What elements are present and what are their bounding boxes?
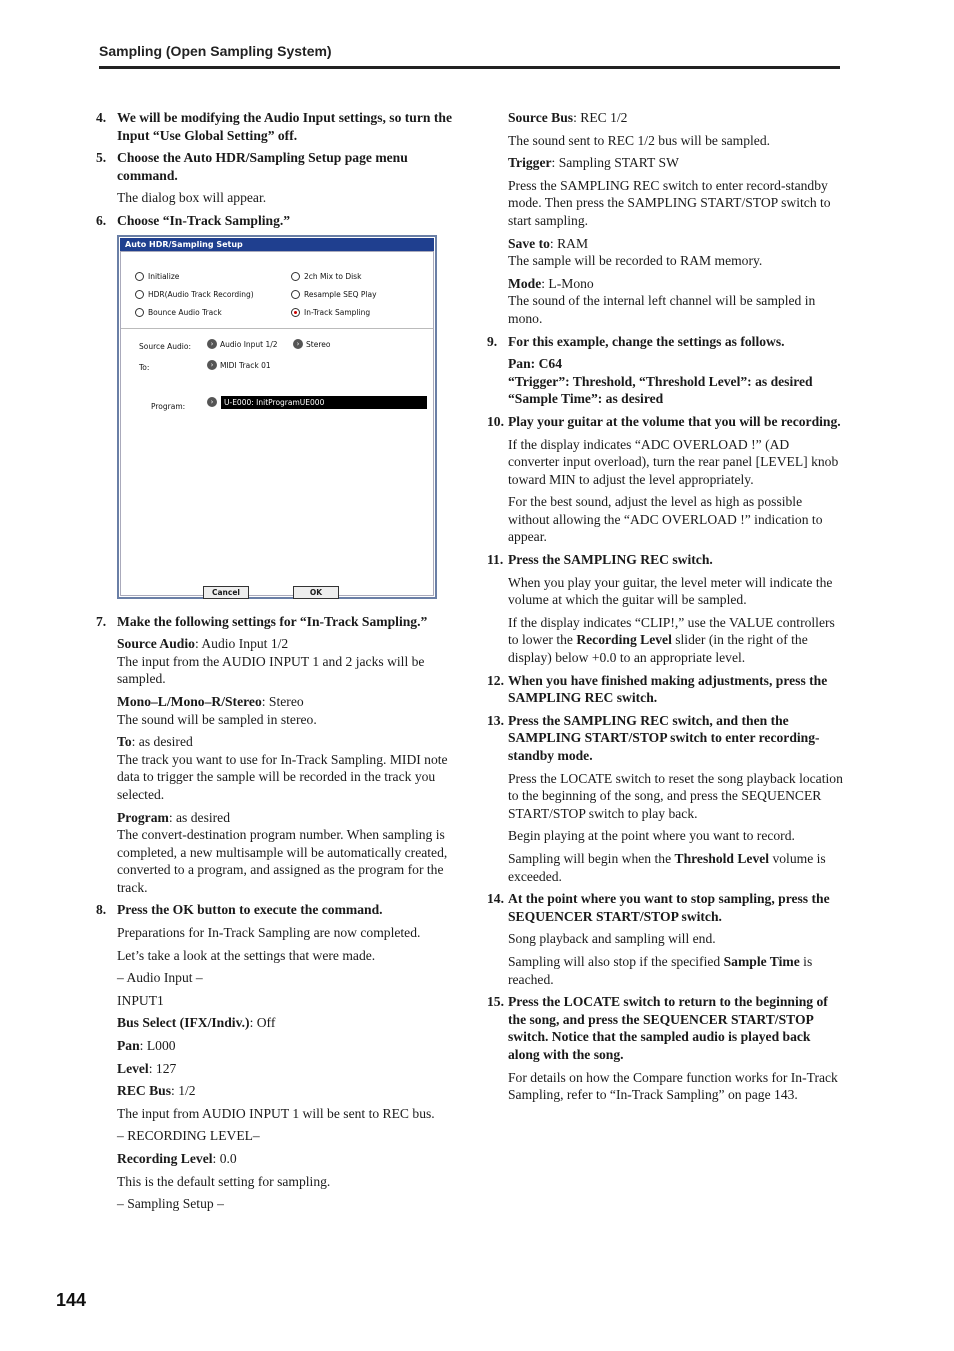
popup-arrow-icon: › [293, 339, 303, 349]
settings-line: “Trigger”: Threshold, “Threshold Level”: as desired [508, 373, 813, 389]
step-text: At the point where you want to stop sampling, press the SEQUENCER START/STOP switch. [508, 891, 830, 924]
setting-rec-bus [117, 1082, 452, 1100]
setting-bus-select [117, 1014, 452, 1032]
setting-description: The convert-destination program number. When sampling is completed, a new multisample will be automatically created, converted to a program, and assigned as the program for the track. [117, 827, 448, 895]
setting-mode [508, 275, 843, 328]
setting-label: Trigger [508, 155, 552, 171]
setting-label: Mono–L/Mono–R/Stereo [117, 693, 262, 709]
paragraph: Preparations for In-Track Sampling are now completed. [117, 925, 421, 941]
paragraph-clip [508, 614, 843, 667]
setting-value: : Off [249, 1015, 276, 1031]
setting-save-to [508, 235, 843, 270]
paragraph-threshold [508, 850, 843, 885]
step-number: 10. [487, 413, 504, 429]
setting-description: The input from the AUDIO INPUT 1 and 2 jacks will be sampled. [117, 653, 425, 687]
emphasis: Sample Time [723, 953, 800, 969]
step-text: Choose the Auto HDR/Sampling Setup page menu command. [117, 150, 408, 183]
setting-label: Recording Level [117, 1151, 213, 1166]
step-11 [487, 551, 843, 569]
to-label: To: [139, 362, 150, 372]
paragraph: Press the SAMPLING REC switch to enter record-standby mode. Then press the SAMPLING START/STOP switch to start sampling. [508, 177, 831, 228]
page-number: 144 [56, 1290, 87, 1310]
radio-label: Bounce Audio Track [148, 307, 222, 317]
step-number: 13. [487, 712, 504, 728]
step-8 [96, 901, 452, 919]
header-rule [99, 66, 840, 69]
step-text: Press the SAMPLING REC switch. [508, 552, 713, 568]
radio-selected-icon [291, 308, 300, 317]
setting-label: Save to [508, 235, 550, 251]
setting-value: : Audio Input 1/2 [194, 636, 289, 652]
paragraph: For the best sound, adjust the level as high as possible without allowing the “ADC OVERLOAD !” indication to appear. [508, 494, 823, 545]
setting-value: : REC 1/2 [573, 110, 628, 125]
setting-value: : 127 [148, 1060, 177, 1076]
paragraph: This is the default setting for sampling. [117, 1173, 331, 1189]
paragraph: Press the LOCATE switch to reset the song playback location to the beginning of the song, and press the SEQUENCER START/STOP switch to play back. [508, 770, 843, 821]
stereo-popup[interactable] [293, 336, 330, 354]
step-number: 12. [487, 672, 504, 688]
step-7 [96, 613, 452, 631]
paragraph: The dialog box will appear. [117, 190, 267, 206]
setting-program [117, 809, 452, 897]
setting-label: Mode [508, 275, 542, 291]
paragraph: For details on how the Compare function works for In-Track Sampling, refer to “In-Track Sampling” on page 143. [508, 1069, 838, 1103]
paragraph: When you play your guitar, the level meter will indicate the volume at which the guitar will be sampled. [508, 574, 833, 608]
setting-value: : RAM [549, 235, 589, 251]
source-audio-label: Source Audio: [139, 341, 191, 351]
popup-arrow-icon: › [207, 339, 217, 349]
step-number: 11. [487, 552, 504, 568]
step-15 [487, 993, 843, 1063]
setting-label: REC Bus [117, 1083, 172, 1099]
radio-circle-icon [291, 290, 300, 299]
step-5 [96, 149, 452, 184]
dialog-title: Auto HDR/Sampling Setup [120, 238, 434, 251]
text-run: slider (in the right of the display) below +0.0 to an appropriate level. [508, 632, 808, 666]
radio-circle-icon [135, 290, 144, 299]
radio-label: Resample SEQ Play [304, 289, 377, 299]
step-4 [96, 109, 452, 144]
setting-label: Source Bus [508, 110, 574, 125]
radio-resample[interactable] [291, 286, 377, 304]
setting-level [117, 1060, 452, 1078]
step-number: 8. [96, 902, 107, 918]
running-header: Sampling (Open Sampling System) [99, 43, 332, 59]
popup-arrow-icon: › [207, 397, 217, 407]
setting-value: : L-Mono [541, 275, 594, 291]
step-number: 5. [96, 150, 107, 166]
settings-list [508, 355, 843, 408]
radio-2ch-mix[interactable] [291, 268, 361, 286]
step-text: Play your guitar at the volume that you will be recording. [508, 413, 841, 429]
paragraph: Begin playing at the point where you want to record. [508, 828, 795, 844]
setting-value: : as desired [168, 809, 230, 825]
setting-source-bus [508, 109, 843, 127]
setting-value: : as desired [131, 734, 193, 750]
paragraph-sample-time [508, 953, 843, 988]
text-run: Sampling will begin when the [508, 850, 675, 866]
step-text: When you have finished making adjustments, press the SAMPLING REC switch. [508, 672, 828, 706]
sampling-setup-dialog-screenshot [117, 235, 437, 599]
step-9 [487, 333, 843, 351]
radio-hdr[interactable] [135, 286, 254, 304]
step-14 [487, 890, 843, 925]
step-12 [487, 672, 843, 707]
setting-value: : L000 [139, 1038, 176, 1054]
setting-pan [117, 1037, 452, 1055]
radio-bounce[interactable] [135, 304, 222, 322]
setting-trigger [508, 154, 843, 172]
setting-mono-stereo [117, 693, 452, 728]
setting-description: The sample will be recorded to RAM memory. [508, 253, 763, 269]
paragraph: Let’s take a look at the settings that were made. [117, 947, 376, 963]
radio-initialize[interactable] [135, 268, 179, 286]
setting-recording-level [117, 1150, 452, 1168]
settings-line: “Sample Time”: as desired [508, 391, 664, 407]
step-text: Press the SAMPLING REC switch, and then the SAMPLING START/STOP switch to enter recording-standby mode. [508, 712, 820, 763]
popup-value: Audio Input 1/2 [220, 339, 278, 349]
text-run: Sampling will also stop if the specified [508, 953, 724, 969]
step-text: Make the following settings for “In-Track Sampling.” [117, 613, 428, 629]
radio-circle-icon [135, 308, 144, 317]
program-label: Program: [151, 401, 186, 411]
emphasis: Threshold Level [674, 850, 770, 866]
setting-label: Program [117, 809, 169, 825]
setting-label: To [117, 734, 132, 750]
to-popup[interactable] [207, 357, 271, 375]
paragraph: Song playback and sampling will end. [508, 931, 716, 947]
step-text: Press the LOCATE switch to return to the beginning of the song, and press the SEQUENCER START/STOP switch. Notice that the sampled audio is played back along with the song. [508, 994, 828, 1062]
left-column [96, 109, 452, 1218]
setting-to [117, 733, 452, 803]
setting-label: Level [117, 1060, 149, 1076]
step-number: 4. [96, 110, 107, 125]
setting-description: The track you want to use for In-Track Sampling. MIDI note data to trigger the sample will be recorded in the track you selected. [117, 751, 448, 802]
setting-description: The sound of the internal left channel will be sampled in mono. [508, 293, 816, 326]
paragraph: INPUT1 [117, 992, 164, 1008]
step-text: Choose “In-Track Sampling.” [117, 212, 291, 228]
radio-label: 2ch Mix to Disk [304, 271, 362, 281]
radio-in-track[interactable] [291, 304, 370, 322]
step-6 [96, 212, 452, 230]
setting-value: : 0.0 [212, 1151, 237, 1166]
paragraph: If the display indicates “ADC OVERLOAD !” (AD converter input overload), turn the rear panel [LEVEL] knob toward MIN to adjust the level appropriately. [508, 436, 839, 487]
source-audio-popup[interactable] [207, 336, 278, 354]
step-13 [487, 712, 843, 765]
dialog-body [120, 251, 434, 596]
section-heading: – Sampling Setup – [117, 1196, 224, 1212]
step-text: Press the OK button to execute the command. [117, 902, 383, 918]
radio-label: In-Track Sampling [304, 307, 371, 317]
emphasis: Recording Level [576, 632, 672, 648]
radio-circle-icon [291, 272, 300, 281]
popup-arrow-icon: › [207, 360, 217, 370]
paragraph: The sound sent to REC 1/2 bus will be sampled. [508, 132, 771, 148]
program-field[interactable]: U-E000: InitProgramUE000 [221, 396, 427, 409]
setting-description: The sound will be sampled in stereo. [117, 711, 317, 727]
step-number: 15. [487, 994, 504, 1010]
program-popup-arrow[interactable] [207, 397, 220, 407]
radio-label: Initialize [148, 271, 180, 281]
setting-value: : 1/2 [171, 1083, 196, 1099]
step-text: For this example, change the settings as follows. [508, 333, 785, 349]
dialog-divider [121, 328, 433, 329]
setting-label: Source Audio [117, 636, 195, 652]
step-number: 7. [96, 613, 107, 629]
radio-label: HDR(Audio Track Recording) [148, 289, 254, 299]
settings-line: Pan: C64 [508, 356, 562, 372]
step-number: 9. [487, 333, 498, 349]
text-run: volume is exceeded. [508, 850, 826, 884]
setting-value: : Stereo [261, 693, 304, 709]
setting-source-audio [117, 635, 452, 688]
cancel-button[interactable]: Cancel [203, 586, 249, 599]
radio-circle-icon [135, 272, 144, 281]
step-number: 6. [96, 212, 107, 228]
text-run: is reached. [508, 953, 813, 987]
step-number: 14. [487, 891, 504, 907]
text-run: If the display indicates “CLIP!,” use the VALUE controllers to lower the [508, 614, 835, 648]
setting-value: : Sampling START SW [551, 155, 679, 171]
section-heading: – RECORDING LEVEL– [117, 1128, 260, 1144]
setting-label: Pan [117, 1038, 140, 1054]
paragraph: The input from AUDIO INPUT 1 will be sent to REC bus. [117, 1105, 435, 1121]
section-heading: – Audio Input – [117, 970, 203, 986]
setting-label: Bus Select (IFX/Indiv.) [117, 1015, 250, 1031]
popup-value: Stereo [306, 339, 331, 349]
step-10 [487, 413, 843, 431]
ok-button[interactable]: OK [293, 586, 339, 599]
step-text: We will be modifying the Audio Input settings, so turn the Input “Use Global Setting” off. [117, 110, 452, 143]
popup-value: MIDI Track 01 [220, 360, 271, 370]
right-column [487, 109, 843, 1109]
